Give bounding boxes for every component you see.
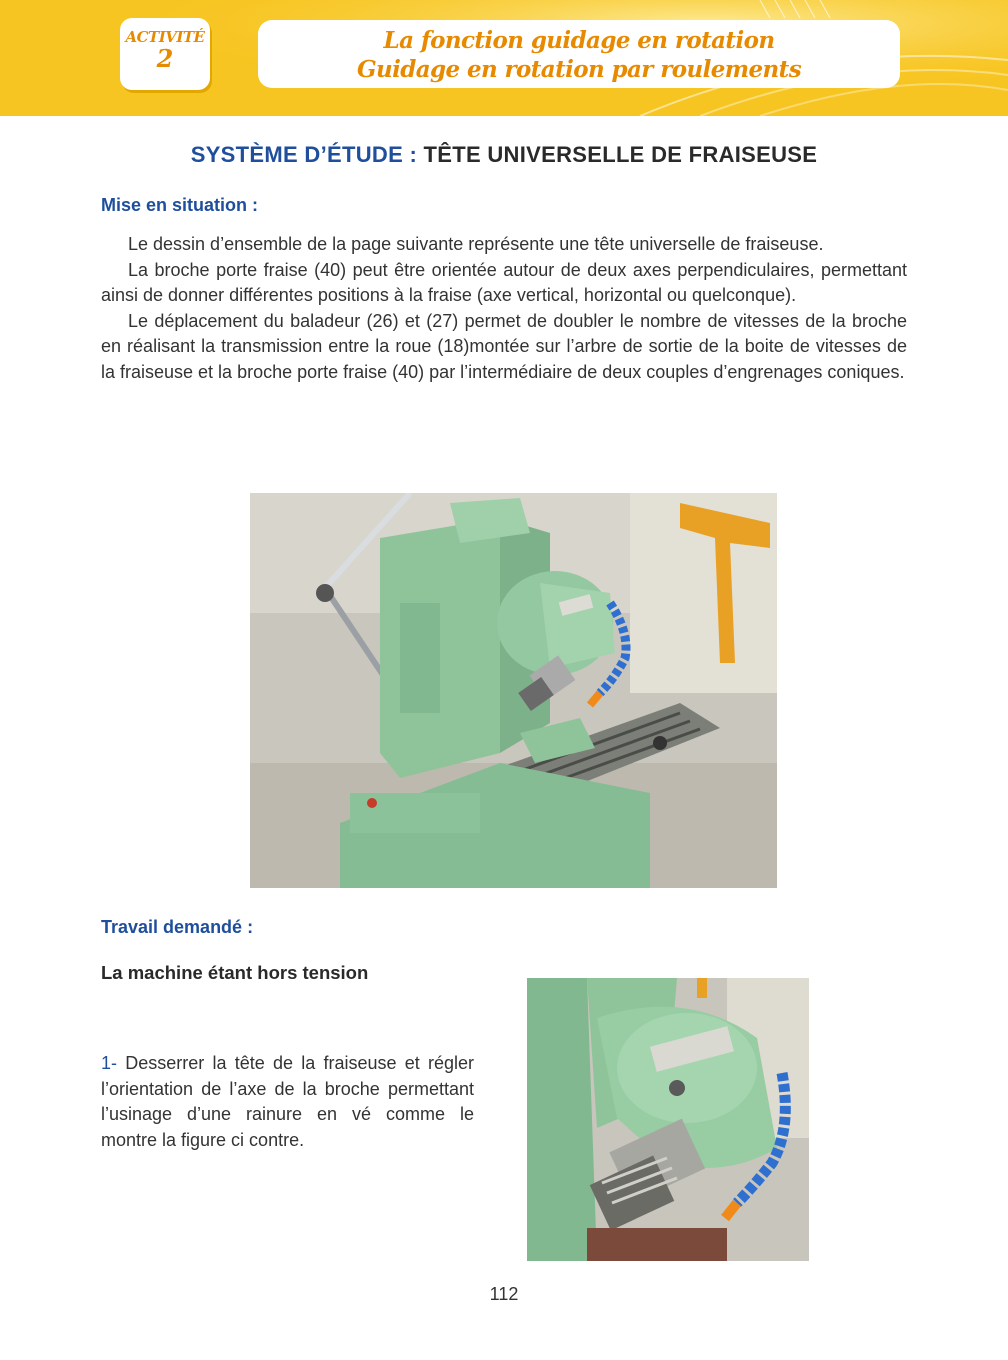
- section-title-mise-en-situation: Mise en situation :: [101, 195, 259, 215]
- milling-machine-photo: [250, 493, 777, 888]
- milling-machine-illustration: [250, 493, 777, 888]
- chapter-title-line1: La fonction guidage en rotation: [383, 27, 775, 54]
- page-title: [0, 142, 1008, 168]
- section-title-travail-demande: Travail demandé :: [101, 917, 254, 937]
- page-number: 112: [489, 1284, 519, 1304]
- activity-badge: [120, 18, 210, 90]
- page-title-prefix: SYSTÈME D’ÉTUDE :: [190, 142, 424, 167]
- step-1: [101, 1051, 474, 1153]
- milling-head-photo: [527, 978, 809, 1261]
- activity-label: ACTIVITÉ: [125, 28, 205, 46]
- step-text: Desserrer la tête de la fraiseuse et régler l’orientation de l’axe de la broche permettant l’usinage d’une rainure en vé comme le montre la figure ci contre.: [101, 1053, 474, 1150]
- page-title-subject: TÊTE UNIVERSELLE DE FRAISEUSE: [423, 142, 818, 167]
- step-number: 1-: [101, 1053, 118, 1073]
- mise-en-situation-text: [101, 232, 907, 386]
- paragraph: Le dessin d’ensemble de la page suivante représente une tête universelle de fraiseuse.: [128, 234, 824, 254]
- chapter-title-box: [258, 20, 900, 88]
- chapter-title-line2: Guidage en rotation par roulements: [356, 56, 802, 83]
- header-banner: [0, 0, 1008, 116]
- paragraph: Le déplacement du baladeur (26) et (27) permet de doubler le nombre de vitesses de la broche en réalisant la transmission entre la roue (18)montée sur l’arbre de sortie de la boite de vitesses de la fraiseuse et la broche porte fraise (40) par l’intermédiaire de deux couples d’engrenages coniques.: [101, 310, 907, 382]
- paragraph: La broche porte fraise (40) peut être orientée autour de deux axes perpendiculaires, permettant ainsi de donner différentes positions à la fraise (axe vertical, horizontal ou quelconque).: [101, 259, 907, 306]
- activity-number: 2: [156, 44, 174, 73]
- subsection-title: La machine étant hors tension: [101, 962, 369, 983]
- milling-head-illustration: [527, 978, 809, 1261]
